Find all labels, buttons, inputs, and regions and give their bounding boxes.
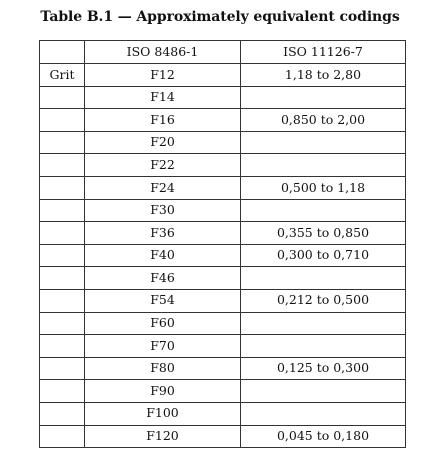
iso-8486-1-cell: F22 [85, 154, 241, 177]
row-label-cell [40, 402, 85, 425]
iso-11126-7-cell [241, 86, 406, 109]
row-label-cell [40, 199, 85, 222]
row-label-cell [40, 109, 85, 132]
table-row [40, 335, 406, 358]
table-row [40, 131, 406, 154]
header-empty-cell [40, 41, 85, 64]
iso-11126-7-cell: 0,500 to 1,18 [241, 176, 406, 199]
iso-8486-1-cell: F20 [85, 131, 241, 154]
table-row [40, 154, 406, 177]
row-label-grit: Grit [40, 64, 85, 87]
table-row [40, 380, 406, 403]
iso-11126-7-cell [241, 380, 406, 403]
iso-11126-7-cell [241, 335, 406, 358]
iso-11126-7-cell: 0,850 to 2,00 [241, 109, 406, 132]
table-row [40, 402, 406, 425]
iso-11126-7-cell [241, 131, 406, 154]
row-label-cell [40, 244, 85, 267]
table-row [40, 86, 406, 109]
row-label-cell [40, 425, 85, 448]
iso-11126-7-cell: 0,045 to 0,180 [241, 425, 406, 448]
table-row [40, 109, 406, 132]
table-row [40, 199, 406, 222]
table-row [40, 289, 406, 312]
iso-8486-1-cell: F70 [85, 335, 241, 358]
iso-8486-1-cell: F16 [85, 109, 241, 132]
iso-8486-1-cell: F40 [85, 244, 241, 267]
row-label-cell [40, 357, 85, 380]
iso-8486-1-cell: F100 [85, 402, 241, 425]
table-row [40, 64, 406, 87]
header-iso-11126-7: ISO 11126-7 [241, 41, 406, 64]
iso-8486-1-cell: F14 [85, 86, 241, 109]
table-row [40, 222, 406, 245]
table-row [40, 244, 406, 267]
codings-table [39, 40, 406, 448]
row-label-cell [40, 335, 85, 358]
iso-11126-7-cell [241, 199, 406, 222]
iso-11126-7-cell: 0,212 to 0,500 [241, 289, 406, 312]
row-label-cell [40, 222, 85, 245]
row-label-cell [40, 131, 85, 154]
row-label-cell [40, 312, 85, 335]
iso-11126-7-cell [241, 402, 406, 425]
row-label-cell [40, 289, 85, 312]
iso-8486-1-cell: F90 [85, 380, 241, 403]
table-row [40, 312, 406, 335]
row-label-cell [40, 176, 85, 199]
iso-11126-7-cell: 0,125 to 0,300 [241, 357, 406, 380]
iso-8486-1-cell: F46 [85, 267, 241, 290]
row-label-cell [40, 267, 85, 290]
row-label-cell [40, 154, 85, 177]
iso-11126-7-cell [241, 267, 406, 290]
iso-8486-1-cell: F80 [85, 357, 241, 380]
table-row [40, 267, 406, 290]
row-label-cell [40, 380, 85, 403]
iso-8486-1-cell: F24 [85, 176, 241, 199]
table-body [40, 64, 406, 448]
table-row [40, 425, 406, 448]
iso-11126-7-cell [241, 154, 406, 177]
iso-8486-1-cell: F60 [85, 312, 241, 335]
table-row [40, 176, 406, 199]
iso-11126-7-cell: 0,300 to 0,710 [241, 244, 406, 267]
iso-11126-7-cell: 0,355 to 0,850 [241, 222, 406, 245]
header-row [40, 41, 406, 64]
header-iso-8486-1: ISO 8486-1 [85, 41, 241, 64]
iso-8486-1-cell: F120 [85, 425, 241, 448]
iso-11126-7-cell: 1,18 to 2,80 [241, 64, 406, 87]
iso-8486-1-cell: F36 [85, 222, 241, 245]
iso-8486-1-cell: F30 [85, 199, 241, 222]
row-label-cell [40, 86, 85, 109]
iso-8486-1-cell: F12 [85, 64, 241, 87]
table-title: Table B.1 — Approximately equivalent codings [40, 9, 400, 25]
table-row [40, 357, 406, 380]
iso-11126-7-cell [241, 312, 406, 335]
iso-8486-1-cell: F54 [85, 289, 241, 312]
